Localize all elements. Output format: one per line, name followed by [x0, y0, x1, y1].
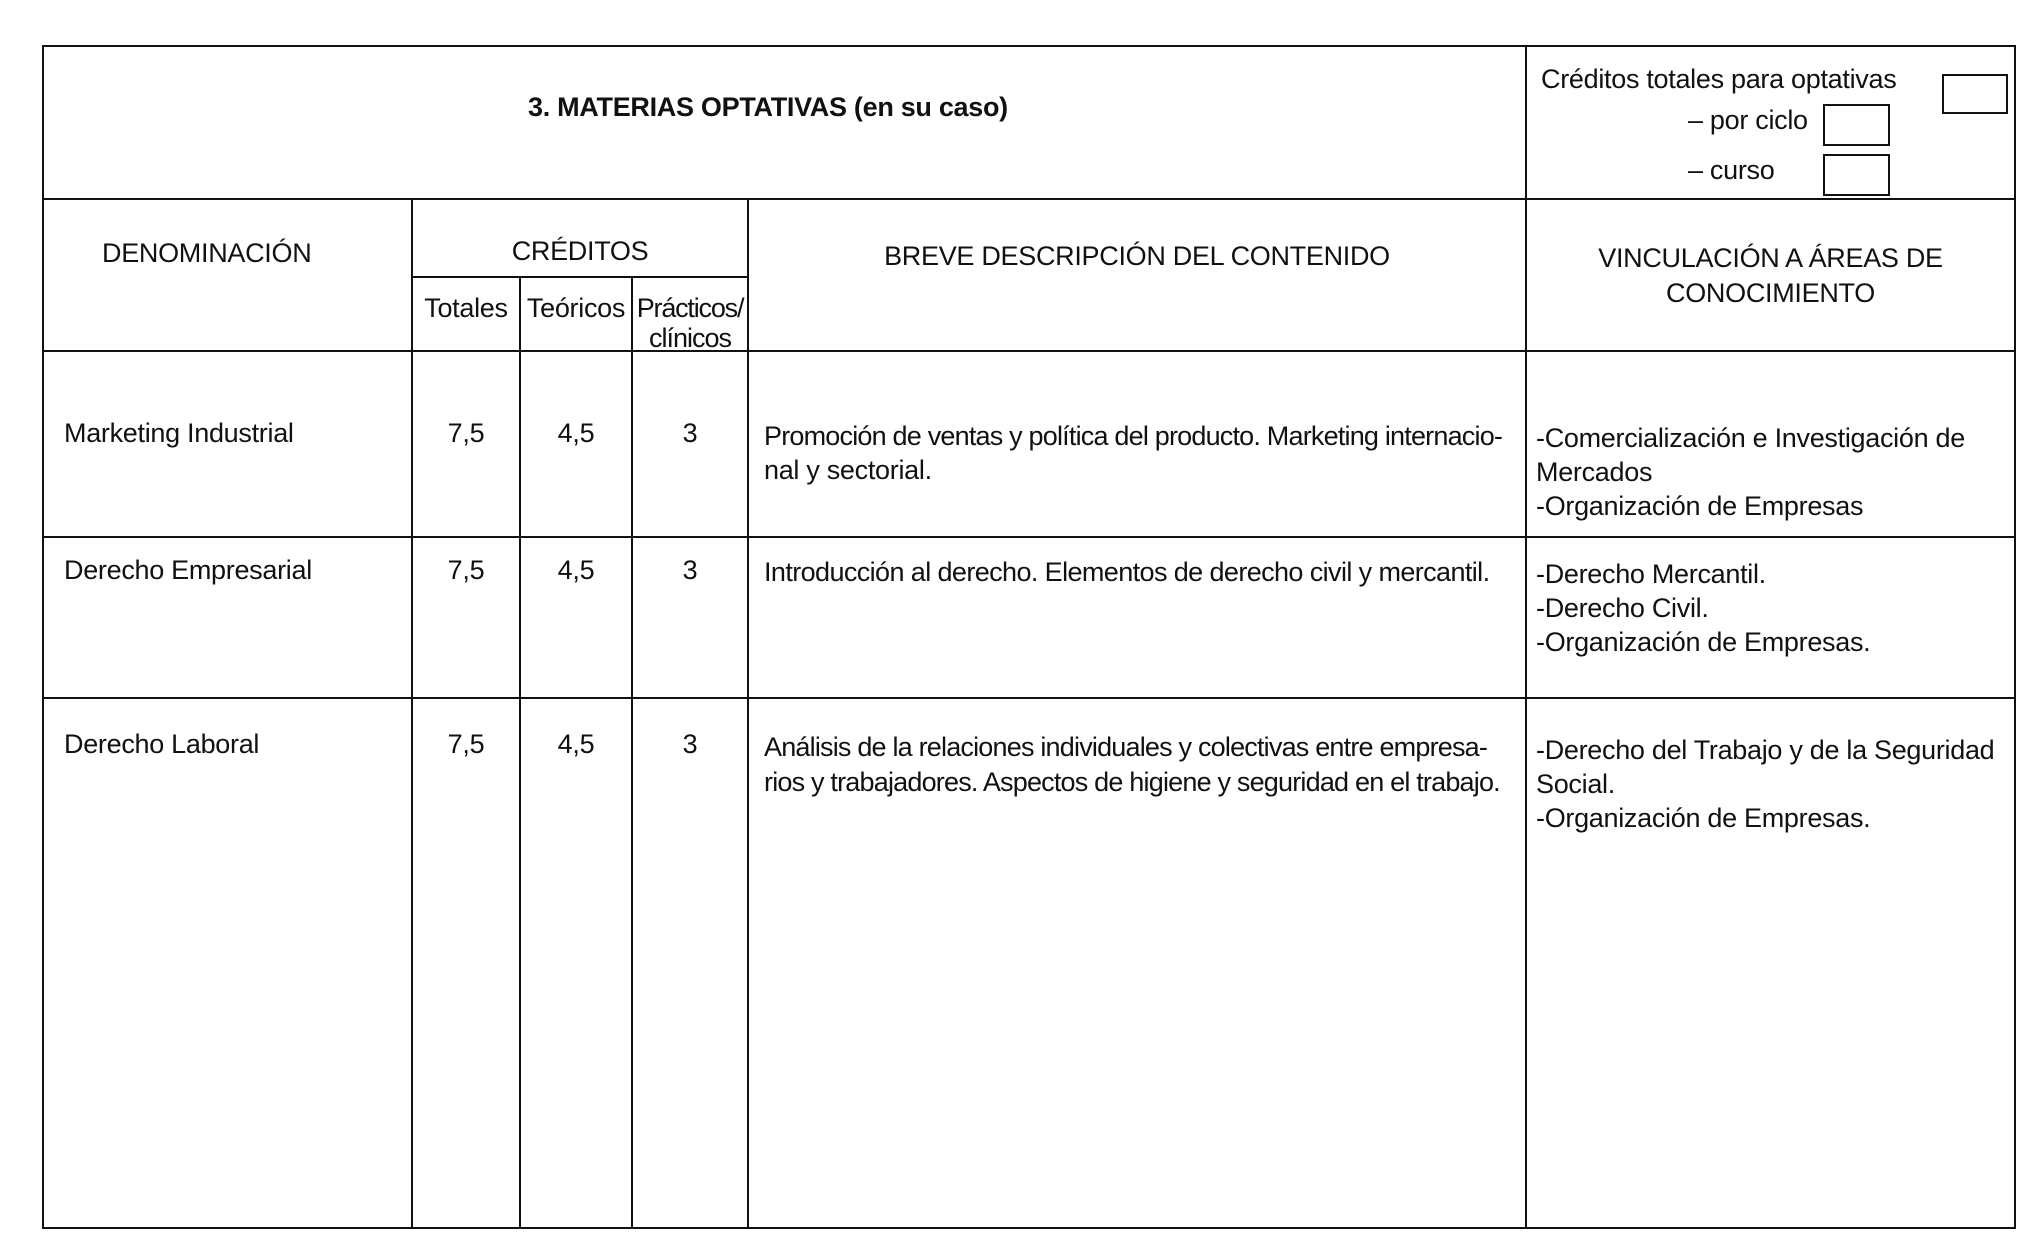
row-2-practicos: 3 — [682, 555, 698, 585]
row-1-vinculacion-line2: Mercados — [1536, 457, 1653, 487]
row-1-bottom — [42, 536, 2016, 538]
header-practicos-line1: Prácticos/ — [636, 293, 744, 323]
section-title: 3. MATERIAS OPTATIVAS (en su caso) — [528, 92, 1008, 122]
credits-total-input[interactable] — [1942, 74, 2008, 114]
row-2-vinculacion-line2: -Derecho Civil. — [1536, 593, 1709, 623]
header-practicos-line2: clínicos — [648, 323, 732, 353]
credits-total-label: Créditos totales para optativas — [1541, 64, 1897, 94]
row-1-descripcion-line2: nal y sectorial. — [764, 455, 932, 485]
descripcion-left-divider — [747, 198, 749, 1229]
row-3-teoricos: 4,5 — [557, 729, 595, 759]
header-vinculacion-line2: CONOCIMIENTO — [1666, 278, 1875, 308]
row-1-practicos: 3 — [682, 418, 698, 448]
row-1-denominacion: Marketing Industrial — [64, 418, 294, 448]
header-teoricos: Teóricos — [526, 293, 626, 323]
row-3-practicos: 3 — [682, 729, 698, 759]
row-3-denominacion: Derecho Laboral — [64, 729, 260, 759]
curso-label: – curso — [1688, 155, 1775, 185]
header-denominacion: DENOMINACIÓN — [102, 238, 312, 268]
row-3-descripcion-line1: Análisis de la relaciones individuales y colectivas entre empresa- — [764, 732, 1488, 762]
row-3-vinculacion-line1: -Derecho del Trabajo y de la Seguridad — [1536, 735, 1995, 765]
table-right-border — [2014, 45, 2016, 1229]
row-1-totales: 7,5 — [447, 418, 485, 448]
title-credits-divider — [1525, 45, 1527, 1229]
row-1-descripcion-line1: Promoción de ventas y política del producto. Marketing internacio- — [764, 421, 1503, 451]
table-top-border — [42, 45, 2016, 47]
header-descripcion: BREVE DESCRIPCIÓN DEL CONTENIDO — [884, 241, 1390, 271]
row-2-descripcion-line1: Introducción al derecho. Elementos de derecho civil y mercantil. — [764, 557, 1490, 587]
row-2-denominacion: Derecho Empresarial — [64, 555, 312, 585]
row-3-totales: 7,5 — [447, 729, 485, 759]
row-1-teoricos: 4,5 — [557, 418, 595, 448]
row-1-vinculacion-line3: -Organización de Empresas — [1536, 491, 1864, 521]
row-2-teoricos: 4,5 — [557, 555, 595, 585]
table-left-border — [42, 45, 44, 1229]
row-3-descripcion-line2: rios y trabajadores. Aspectos de higiene y seguridad en el trabajo. — [764, 767, 1500, 797]
header-separator — [42, 198, 2016, 200]
row-1-vinculacion-line1: -Comercialización e Investigación de — [1536, 423, 1965, 453]
header-vinculacion-line1: VINCULACIÓN A ÁREAS DE — [1598, 243, 1943, 273]
por-ciclo-input[interactable] — [1823, 104, 1890, 146]
table-bottom-border — [42, 1227, 2016, 1229]
por-ciclo-label: – por ciclo — [1688, 105, 1808, 135]
row-2-bottom — [42, 697, 2016, 699]
column-header-bottom — [42, 350, 2016, 352]
row-3-vinculacion-line2: Social. — [1536, 769, 1615, 799]
curso-input[interactable] — [1823, 154, 1890, 196]
denominacion-divider — [411, 198, 413, 1229]
header-totales: Totales — [424, 293, 508, 323]
row-2-totales: 7,5 — [447, 555, 485, 585]
row-2-vinculacion-line3: -Organización de Empresas. — [1536, 627, 1871, 657]
row-3-vinculacion-line3: -Organización de Empresas. — [1536, 803, 1871, 833]
row-2-vinculacion-line1: -Derecho Mercantil. — [1536, 559, 1766, 589]
header-creditos: CRÉDITOS — [511, 236, 649, 266]
creditos-sub-separator — [412, 276, 749, 278]
